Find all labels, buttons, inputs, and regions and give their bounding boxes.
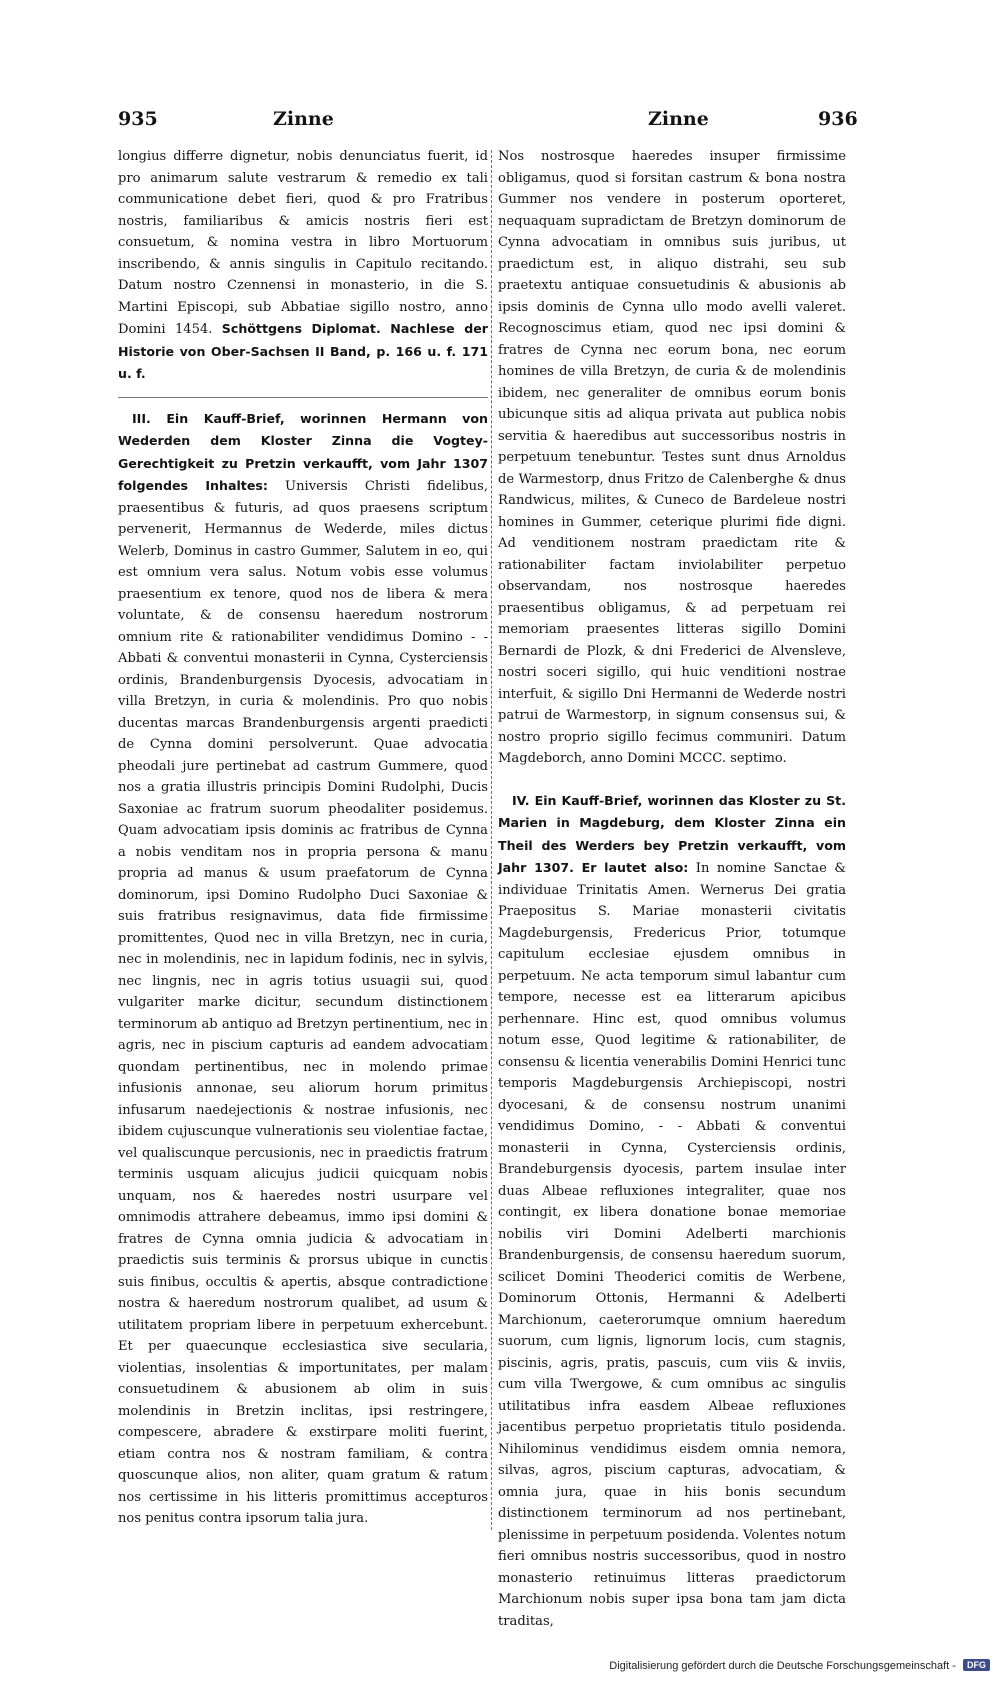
dfg-logo: DFG bbox=[963, 1659, 990, 1671]
right-paragraph-2 bbox=[498, 790, 846, 1633]
column-divider bbox=[491, 150, 492, 1530]
left-paragraph-1-text: longius differre dignetur, nobis denunciatus fuerit, id pro animarum salute vestrarum & remedio ex tali communicatione debet fieri, quod & pro Fratribus nostris, familiaribus & amicis nostris fieri est consuetum, & nomina vestra in libro Mortuorum inscribendo, & annis singulis in Capitulo recitando. Datum nostro Czennensi in monasterio, in die S. Martini Episcopi, sub Abbatiae sigillo nostro, anno Domini 1454. bbox=[118, 149, 488, 337]
left-paragraph-2 bbox=[118, 408, 488, 1530]
right-running-title: Zinne bbox=[648, 108, 709, 130]
right-column bbox=[498, 146, 846, 1632]
left-section-heading-iii: III. Ein Kauff-Brief, worinnen Hermann von Wederden dem Kloster Zinna die Vogtey-Gerechtigkeit zu Pretzin verkaufft, vom Jahr 1307 folgendes Inhaltes: bbox=[118, 410, 488, 493]
left-page-number: 935 bbox=[118, 108, 158, 130]
footer-text: Digitalisierung gefördert durch die Deutsche Forschungsgemeinschaft - bbox=[609, 1660, 956, 1672]
left-paragraph-2-text: Universis Christi fidelibus, praesentibus & futuris, ad quos praesens scriptum pervenerit, Hermannus de Wederde, miles dictus Welerb, Dominus in castro Gummer, Salutem in eo, qui est omnium vera salus. Notum vobis esse volumus praesentium ex tenore, quod nos de libera & mera voluntate, & de consensu haeredum nostrorum omnium rite & rationabiliter vendidimus Domino - - Abbati & conventui monasterii in Cynna, Cysterciensis ordinis, Brandenburgensis Dyocesis, advocatiam in villa Bretzyn, in curia & molendinis. Pro quo nobis ducentas marcas Brandenburgensis argenti praedicti de Cynna domini persolverunt. Quae advocatia pheodali jure pertinebat ad castrum Gummere, quod nos a gratia illustris principis Domini Rudolphi, Ducis Saxoniae ac fratrum suorum pheodaliter posidemus. Quam advocatiam ipsis dominis ac fratribus de Cynna a nobis venditam nos in propria persona & manu propria ad manus & usum praefatorum de Cynna dominorum, ipsi Domino Rudolpho Duci Saxoniae & suis fratribus resignavimus, data fide firmissime promittentes, Quod nec in villa Bretzyn, nec in curia, nec in molendinis, nec in lapidum fodinis, nec in sylvis, nec lingnis, nec in agris totius usuagii sui, quod vulgariter marke dicitur, secundum distinctionem terminorum ab antiquo ad Bretzyn pertinentium, nec in agris, nec in piscium capturis ad eandem advocatiam quondam pertinentibus, nec in molendo primae infusionis annonae, seu aliorum horum primitus infusarum naedejectionis & nostrae infusionis, nec ibidem cujuscunque vulnerationis seu violentiae factae, vel qualiscunque percusionis, nec in praedictis fratrum terminis usquam alicujus judicii quicquam nobis unquam, nos & haeredes nostri usurpare vel omnimodis attrahere debeamus, immo ipsi domini & fratres de Cynna omnia judicia & advocatiam in praedictis suis terminis & prorsus ubique in cunctis suis finibus, occultis & apertis, absque contradictione nostra & haeredum nostrorum qualibet, ad usum & utilitatem propriam libere in perpetuum exhercebunt. Et per quaecunque ecclesiastica sive secularia, violentias, insolentias & importunitates, per malam consuetudinem & abusionem ab olim in suis molendinis in Bretzin inclitas, ipsi restringere, compescere, abradere & exstirpare moliti fuerint, etiam contra nos & nostram familiam, & contra quoscunque alios, non aliter, quam gratum & ratum nos certissime in his litteris promittimus accepturos nos penitus contra ipsorum talia jura. bbox=[118, 479, 488, 1526]
left-paragraph-1-reference: Schöttgens Diplomat. Nachlese der Historie von Ober-Sachsen II Band, p. 166 u. f. 171 u. f. bbox=[118, 321, 488, 381]
left-paragraph-1 bbox=[118, 146, 488, 386]
digitization-footer bbox=[600, 1659, 990, 1677]
section-rule bbox=[118, 397, 488, 398]
left-column bbox=[118, 146, 488, 1530]
right-section-heading-iv: IV. Ein Kauff-Brief, worinnen das Kloster zu St. Marien in Magdeburg, dem Kloster Zinna ein Theil des Werders bey Pretzin verkaufft, vom Jahr 1307. Er lautet also: bbox=[498, 792, 846, 875]
page-header bbox=[118, 108, 858, 138]
right-paragraph-1: Nos nostrosque haeredes insuper firmissime obligamus, quod si forsitan castrum & bona nostra Gummer nos vendere in posterum oporteret, nequaquam supradictam de Bretzyn dominorum de Cynna advocatiam in omnibus suis juribus, ut praedictum est, in aliquo distrahi, seu sub praetextu antiquae consuetudinis & abusionis ab ipsis dominis de Cynna ullo modo avelli valeret. Recognoscimus etiam, quod nec ipsi domini & fratres de Cynna nec eorum bona, nec eorum homines de villa Bretzyn, de curia & de molendinis ibidem, nec generaliter de omnibus eorum bonis ubicunque sitis ad aliqua privata aut publica nobis servitia & haeredibus aut successoribus nostris in perpetuum tenebuntur. Testes sunt dnus Arnoldus de Warmestorp, dnus Fritzo de Calenberghe & dnus Randwicus, milites, & Cuneco de Bardeleue nostri homines in Gummer, ceterique plurimi fide digni. Ad venditionem nostram praedictam rite & rationabiliter factam inviolabiliter perpetuo observandam, nos nostrosque haeredes praesentibus obligamus, & ad perpetuam rei memoriam praesentes litteras sigillo Domini Bernardi de Plozk, & dni Frederici de Alvensleve, nostri soceri sigillo, qui huic venditioni nostrae interfuit, & sigillo Dni Hermanni de Wederde nostri patrui de Warmestorp, in signum consensus sui, & nostro proprio sigillo fecimus communiri. Datum Magdeborch, anno Domini MCCC. septimo. bbox=[498, 149, 846, 766]
right-page-number: 936 bbox=[818, 108, 858, 130]
right-paragraph-2-text: In nomine Sanctae & individuae Trinitatis Amen. Wernerus Dei gratia Praepositus S. Mariae monasterii civitatis Magdeburgensis, Fredericus Prior, totumque capitulum ecclesiae ejusdem omnibus in perpetuum. Ne acta temporum simul labantur cum tempore, necesse est ea litterarum apicibus perhennare. Hinc est, quod omnibus volumus notum esse, Quod legitime & rationabiliter, de consensu & licentia venerabilis Domini Henrici tunc temporis Magdeburgensis Archiepiscopi, nostri dyocesani, & de consensu nostrum unanimi vendidimus Domino, - - Abbati & conventui monasterii in Cynna, Cysterciensis ordinis, Brandeburgensis dyocesis, partem insulae inter duas Albeae refluxiones integraliter, quae nos contingit, ex libera donatione bonae memoriae nobilis viri Domini Adelberti marchionis Brandenburgensis, de consensu haeredum suorum, scilicet Domini Theoderici comitis de Werbene, Dominorum Ottonis, Hermanni & Adelberti Marchionum, caeterorumque omnium haeredum suorum, cum lignis, lignorum locis, cum stagnis, piscinis, agris, pratis, pascuis, cum viis & inviis, cum villa Twergowe, & cum omnibus ac singulis utilitatibus infra easdem Albeae refluxiones jacentibus perpetuo proprietatis titulo posidenda. Nihilominus vendidimus eisdem omnia nemora, silvas, agros, piscium capturas, advocatiam, & omnia jura, quae in hiis bonis secundum distinctionem terminorum ad nos pertinebant, plenissime in perpetuum posidenda. Volentes notum fieri omnibus nostris successoribus, quod in nostro monasterio retinuimus litteras praedictorum Marchionum nobis super ipsa bona tam jam dicta traditas, bbox=[498, 861, 846, 1629]
left-running-title: Zinne bbox=[273, 108, 334, 130]
